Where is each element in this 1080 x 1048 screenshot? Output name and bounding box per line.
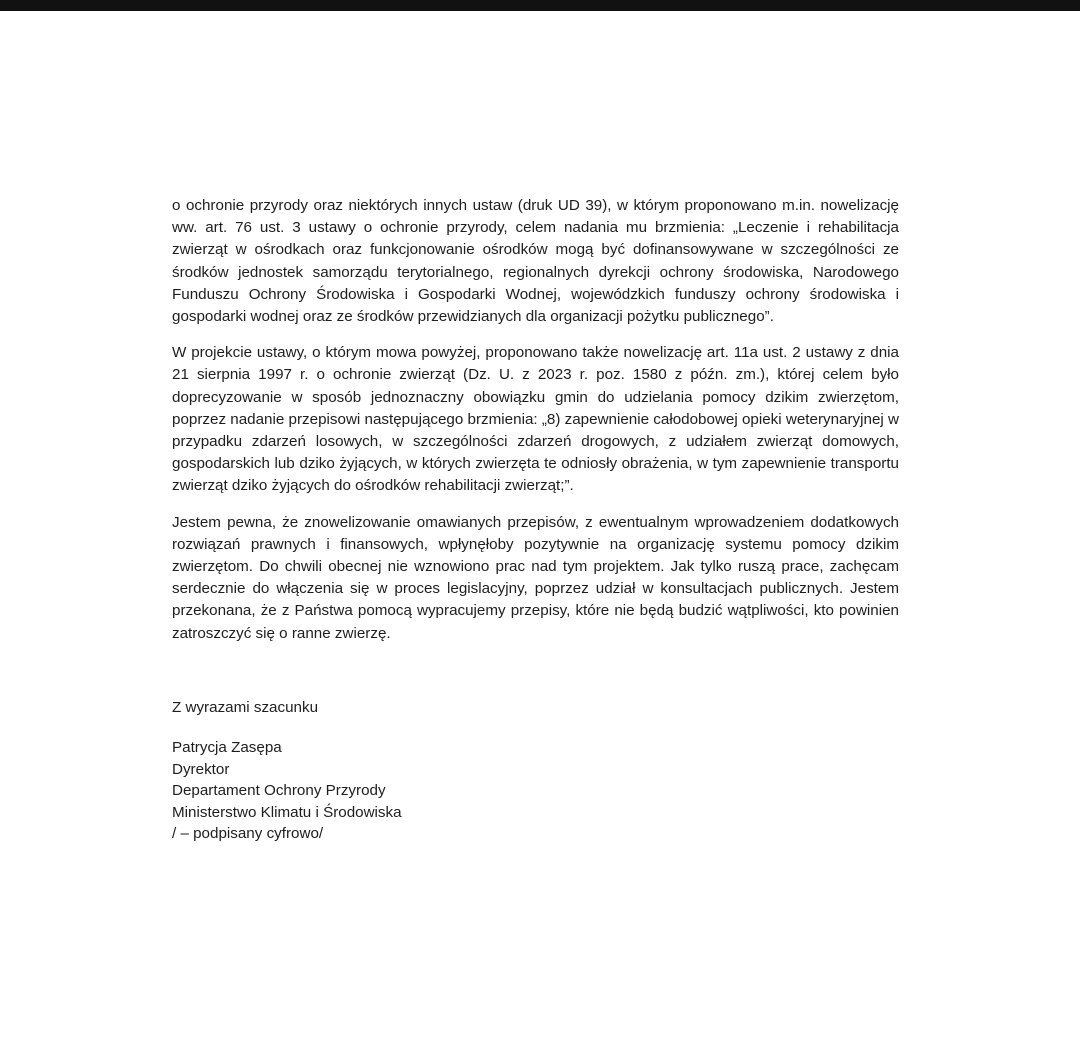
signatory-department: Departament Ochrony Przyrody [172, 782, 386, 800]
paragraph-1: o ochronie przyrody oraz niektórych innych ustaw (druk UD 39), w którym proponowano m.in. nowelizację ww. art. 76 ust. 3 ustawy o ochronie przyrody, celem nadania mu brzmienia: „Leczenie i rehabilitacja zwierząt w ośrodkach oraz funkcjonowanie ośrodków mogą być dofinansowywane w szczególności ze środków jednostek samorządu terytorialnego, regionalnych dyrekcji ochrony środowiska, Narodowego Funduszu Ochrony Środowiska i Gospodarki Wodnej, wojewódzkich funduszy ochrony środowiska i gospodarki wodnej oraz ze środków przewidzianych dla organizacji pożytku publicznego”. [172, 197, 899, 326]
letter-body [172, 195, 899, 845]
closing-phrase: Z wyrazami szacunku [172, 698, 319, 716]
signatory-name: Patrycja Zasępa [172, 739, 282, 757]
top-bar [0, 0, 1080, 11]
signature-block [172, 737, 899, 845]
paragraph-2: W projekcie ustawy, o którym mowa powyżej, proponowano także nowelizację art. 11a ust. 2 ustawy z dnia 21 sierpnia 1997 r. o ochronie zwierząt (Dz. U. z 2023 r. poz. 1580 z późn. zm.), której celem było doprecyzowanie w sposób jednoznaczny obowiązku gmin do udzielania pomocy dzikim zwierzętom, poprzez nadanie przepisowi następującego brzmienia: „8) zapewnienie całodobowej opieki weterynaryjnej w przypadku zdarzeń losowych, w szczególności zdarzeń drogowych, z udziałem zwierząt domowych, gospodarskich lub dziko żyjących, w których zwierzęta te odniosły obrażenia, w tym zapewnienie transportu zwierząt dziko żyjących do ośrodków rehabilitacji zwierząt;”. [172, 344, 899, 495]
signatory-position: Dyrektor [172, 760, 230, 778]
digital-signature-note: / – podpisany cyfrowo/ [172, 825, 324, 843]
signatory-ministry: Ministerstwo Klimatu i Środowiska [172, 803, 402, 821]
document-page [0, 11, 1080, 1048]
paragraph-3: Jestem pewna, że znowelizowanie omawianych przepisów, z ewentualnym wprowadzeniem dodatkowych rozwiązań prawnych i finansowych, wpłynęłoby pozytywnie na organizację systemu pomocy dzikim zwierzętom. Do chwili obecnej nie wznowiono prac nad tym projektem. Jak tylko ruszą prace, zachęcam serdecznie do włączenia się w proces legislacyjny, poprzez udział w konsultacjach publicznych. Jestem przekonana, że z Państwa pomocą wypracujemy przepisy, które nie będą budzić wątpliwości, kto powinien zatroszczyć się o ranne zwierzę. [172, 513, 899, 642]
